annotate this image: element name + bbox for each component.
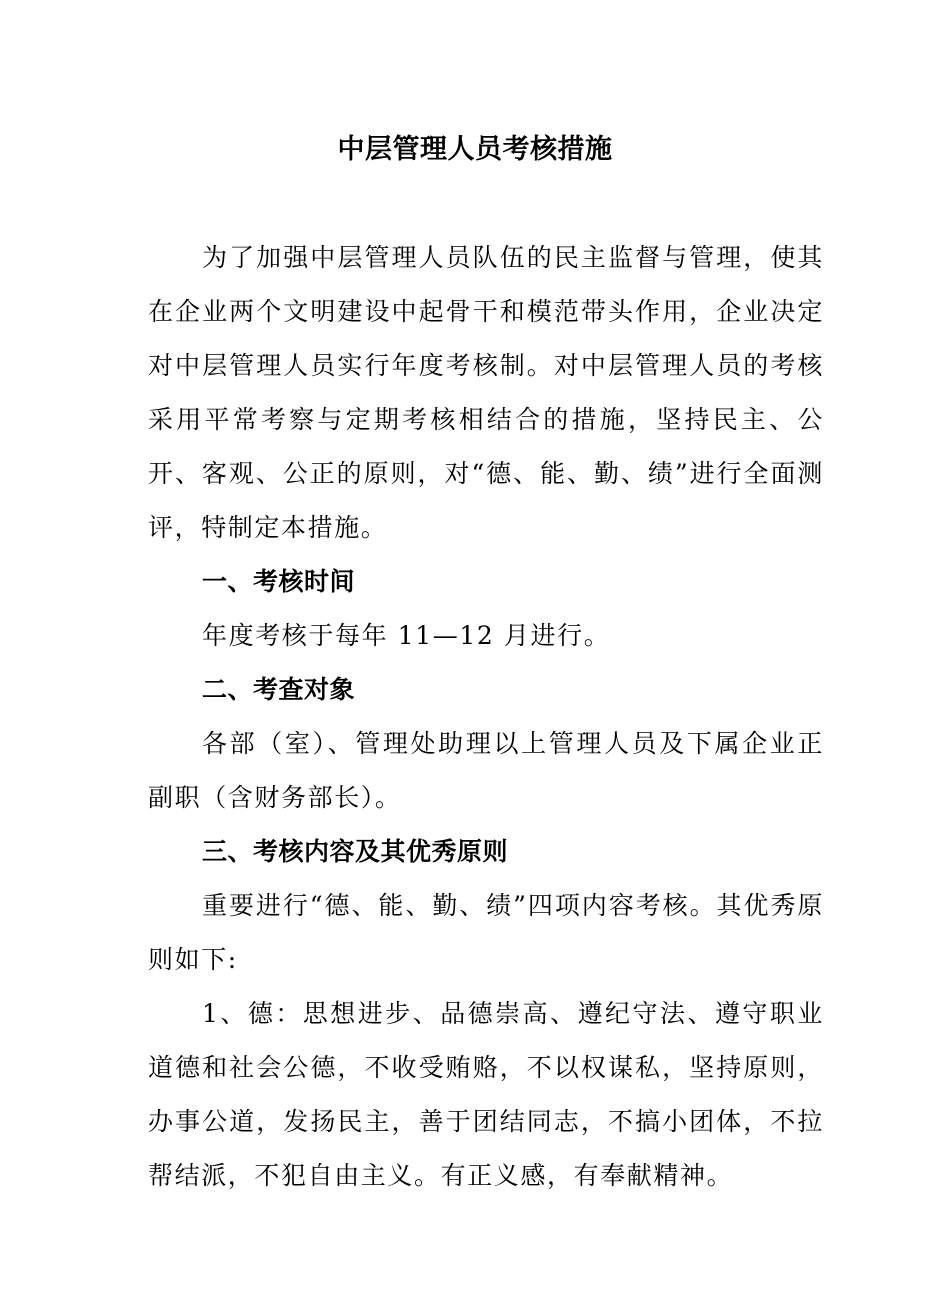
intro-paragraph: 为了加强中层管理人员队伍的民主监督与管理，使其在企业两个文明建设中起骨干和模范带头作用，企业决定对中层管理人员实行年度考核制。对中层管理人员的考核采用平常考察与定期考核相结合的措施，坚持民主、公开、客观、公正的原则，对“德、能、勤、绩”进行全面测评，特制定本措施。	[148, 243, 824, 542]
section-paragraph: 重要进行“德、能、勤、绩”四项内容考核。其优秀原则如下:	[148, 891, 824, 974]
document-title: 中层管理人员考核措施	[337, 134, 613, 165]
document-body	[148, 231, 824, 1203]
section-paragraph: 各部（室）、管理处助理以上管理人员及下属企业正副职（含财务部长）。	[148, 729, 824, 812]
section-exam-targets	[148, 663, 824, 825]
section-paragraph: 1、德：思想进步、品德崇高、遵纪守法、遵守职业道德和社会公德，不收受贿赂，不以权谋私，坚持原则，办事公道，发扬民主，善于团结同志，不搞小团体，不拉帮结派，不犯自由主义。有正义感，有奉献精神。	[148, 999, 824, 1190]
section-heading: 一、考核时间	[202, 567, 356, 596]
section-heading: 二、考查对象	[202, 675, 356, 704]
section-paragraph: 年度考核于每年 11—12 月进行。	[202, 621, 611, 650]
section-exam-time	[148, 555, 824, 663]
section-exam-content	[148, 825, 824, 1203]
section-heading: 三、考核内容及其优秀原则	[202, 837, 509, 866]
